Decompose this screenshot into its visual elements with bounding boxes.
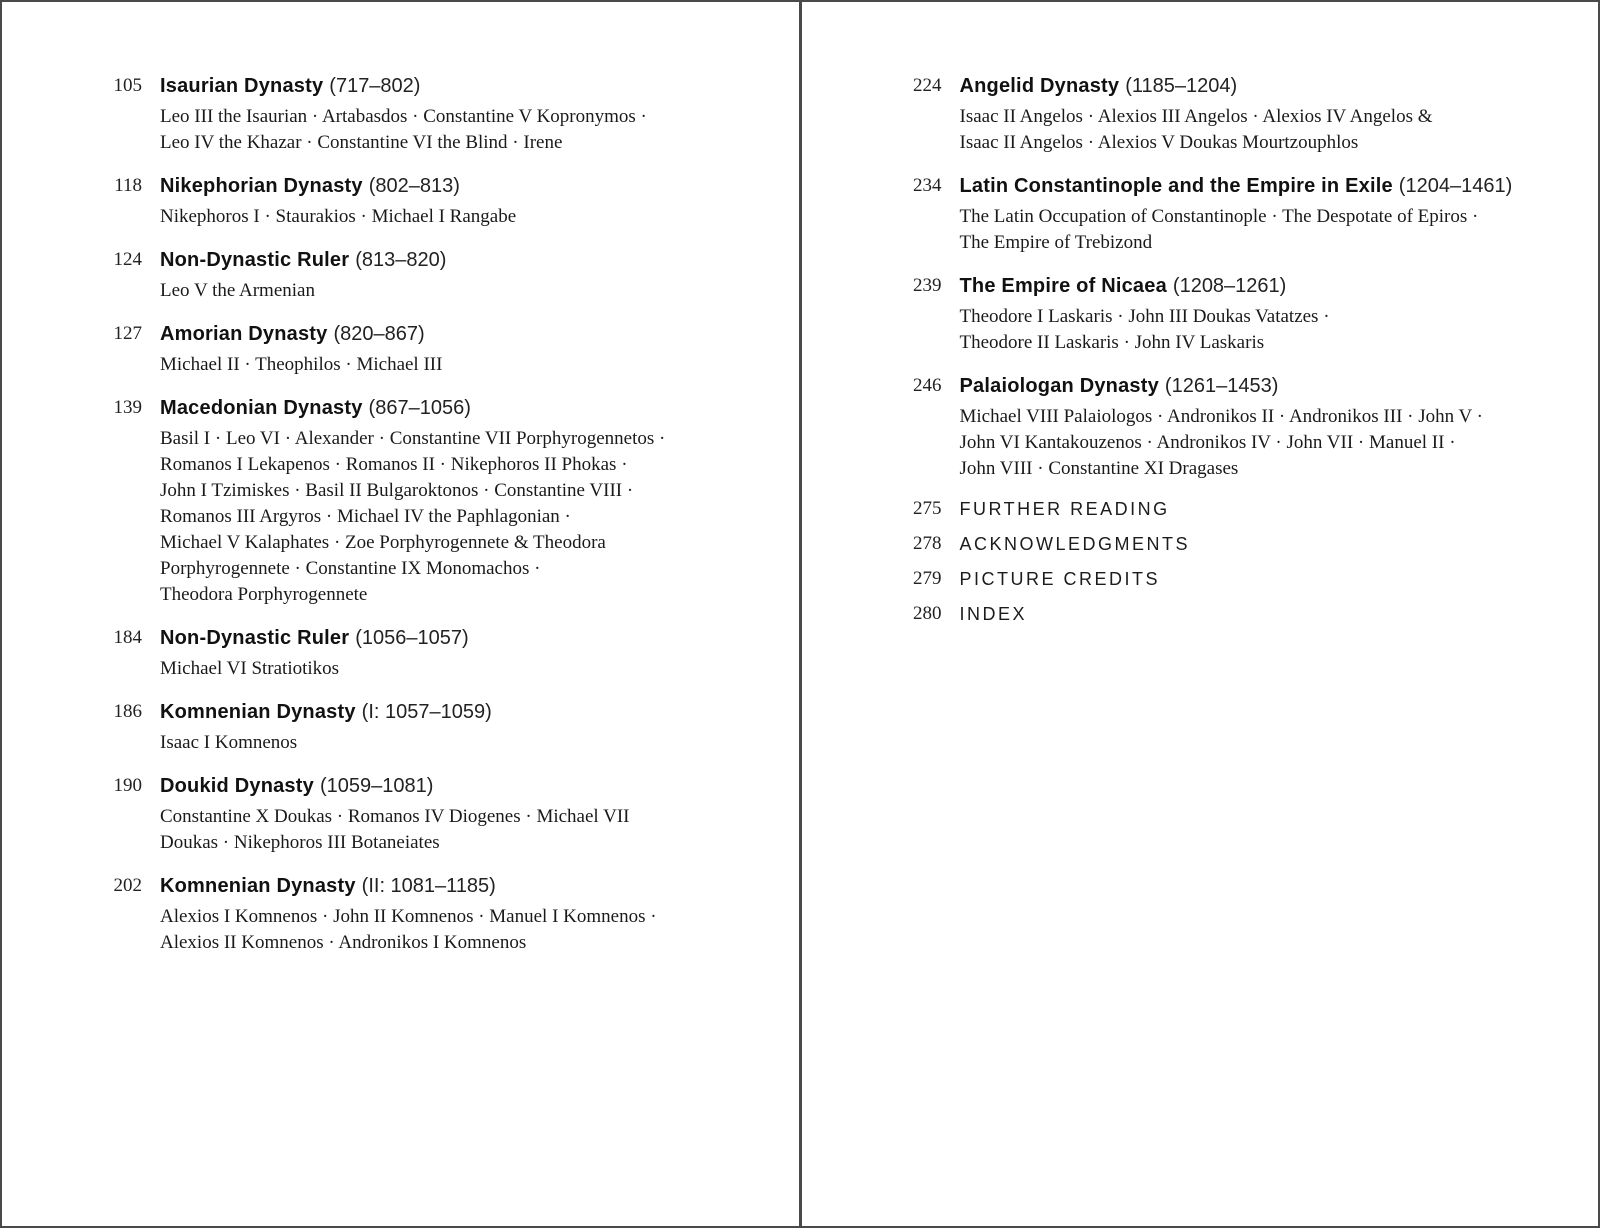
section-dates: (820–867) (333, 323, 425, 345)
section-page-number: 118 (114, 175, 142, 196)
section-rulers (160, 204, 516, 230)
section-title: Nikephorian Dynasty (160, 175, 363, 197)
ruler-line: Isaac II Angelos · Alexios V Doukas Mourtzouphlos (959, 132, 1359, 153)
section-dates: (1204–1461) (1398, 175, 1513, 197)
section-heading (160, 71, 647, 101)
back-matter-entry (898, 567, 1599, 591)
section-page-number: 239 (913, 275, 942, 296)
section-heading (160, 697, 492, 727)
section-heading (960, 71, 1433, 101)
section-page-number: 139 (113, 397, 142, 418)
ruler-line: John VI Kantakouzenos · Andronikos IV · John VII · Manuel II · (959, 432, 1456, 453)
section-body (960, 271, 1330, 356)
section-rulers (160, 278, 446, 304)
section-title: Non-Dynastic Ruler (160, 249, 350, 271)
section-heading (960, 271, 1330, 301)
ruler-line: John I Tzimiskes · Basil II Bulgaroktonos · Constantine VIII · (160, 480, 634, 501)
section-body (160, 393, 665, 608)
section-heading (160, 871, 657, 901)
section-page-number: 234 (913, 175, 942, 196)
back-matter-label: ACKNOWLEDGMENTS (959, 534, 1191, 554)
section-title: Palaiologan Dynasty (959, 375, 1159, 397)
ruler-line: Leo III the Isaurian · Artabasdos · Constantine V Kopronymos · (160, 106, 647, 127)
section-heading (960, 371, 1484, 401)
section-title: Non-Dynastic Ruler (160, 627, 350, 649)
back-matter-entry (898, 602, 1599, 626)
ruler-line: Alexios I Komnenos · John II Komnenos · Manuel I Komnenos · (160, 906, 657, 927)
toc-section (98, 393, 799, 608)
toc-section (98, 171, 799, 230)
toc-section (898, 371, 1599, 482)
ruler-line: Basil I · Leo VI · Alexander · Constantine VII Porphyrogennetos · (160, 428, 666, 449)
section-body (160, 871, 657, 956)
section-title: Latin Constantinople and the Empire in Exile (959, 175, 1393, 197)
section-rulers (160, 352, 442, 378)
section-dates: (1056–1057) (355, 627, 469, 649)
section-body (160, 171, 516, 230)
right-page (802, 2, 1599, 1226)
section-page-number: 190 (113, 775, 142, 796)
section-title: Amorian Dynasty (160, 323, 328, 345)
toc-section (98, 871, 799, 956)
ruler-line: Leo IV the Khazar · Constantine VI the Blind · Irene (160, 132, 563, 153)
ruler-line: Porphyrogennete · Constantine IX Monomachos · (160, 558, 541, 579)
toc-section (98, 771, 799, 856)
section-title: Macedonian Dynasty (160, 397, 363, 419)
section-rulers (960, 304, 1330, 356)
back-matter-page-number: 278 (913, 533, 942, 554)
ruler-line: Theodore II Laskaris · John IV Laskaris (959, 332, 1265, 353)
section-dates: (867–1056) (368, 397, 471, 419)
ruler-line: The Latin Occupation of Constantinople · The Despotate of Epiros · (959, 206, 1479, 227)
section-dates: (813–820) (355, 249, 447, 271)
toc-section (98, 697, 799, 756)
section-dates: (717–802) (329, 75, 421, 97)
toc-section (98, 319, 799, 378)
ruler-line: Michael VI Stratiotikos (160, 658, 340, 679)
section-page-number: 186 (113, 701, 142, 722)
section-rulers (160, 656, 469, 682)
section-body (160, 697, 492, 756)
section-page-number: 184 (113, 627, 142, 648)
section-page-number: 202 (113, 875, 142, 896)
back-matter-entry (898, 497, 1599, 521)
ruler-line: Michael V Kalaphates · Zoe Porphyrogennete & Theodora (160, 532, 606, 553)
section-page-number: 127 (113, 323, 142, 344)
toc-section (898, 271, 1599, 356)
back-matter-label: PICTURE CREDITS (959, 569, 1161, 589)
back-matter-list (898, 497, 1599, 626)
toc-section (98, 245, 799, 304)
ruler-line: Isaac I Komnenos (160, 732, 298, 753)
section-rulers (160, 804, 629, 856)
section-rulers (960, 404, 1484, 482)
section-page-number: 124 (113, 249, 142, 270)
toc-section (98, 71, 799, 156)
section-dates: (1261–1453) (1164, 375, 1279, 397)
section-rulers (160, 730, 492, 756)
ruler-line: Romanos I Lekapenos · Romanos II · Nikephoros II Phokas · (160, 454, 628, 475)
section-heading (160, 771, 629, 801)
section-rulers (160, 426, 665, 608)
section-rulers (160, 104, 647, 156)
section-page-number: 224 (913, 75, 942, 96)
toc-section (898, 171, 1599, 256)
back-matter-page-number: 279 (913, 568, 942, 589)
section-body (960, 371, 1484, 482)
section-body (160, 245, 446, 304)
toc-section (98, 623, 799, 682)
ruler-line: Theodora Porphyrogennete (160, 584, 368, 605)
section-dates: (I: 1057–1059) (361, 701, 492, 723)
section-title: Doukid Dynasty (160, 775, 314, 797)
section-body (160, 319, 442, 378)
ruler-line: Isaac II Angelos · Alexios III Angelos · Alexios IV Angelos & (959, 106, 1433, 127)
section-heading (160, 319, 442, 349)
section-title: Komnenian Dynasty (160, 701, 356, 723)
section-dates: (1185–1204) (1125, 75, 1238, 97)
section-title: Angelid Dynasty (959, 75, 1120, 97)
section-rulers (160, 904, 657, 956)
ruler-line: Leo V the Armenian (160, 280, 315, 301)
ruler-line: Doukas · Nikephoros III Botaneiates (160, 832, 440, 853)
section-body (160, 71, 647, 156)
ruler-line: Romanos III Argyros · Michael IV the Paphlagonian · (160, 506, 571, 527)
section-page-number: 246 (913, 375, 942, 396)
ruler-line: Alexios II Komnenos · Andronikos I Komnenos (160, 932, 527, 953)
back-matter-entry (898, 532, 1599, 556)
section-dates: (1059–1081) (319, 775, 434, 797)
back-matter-label: FURTHER READING (959, 499, 1170, 519)
section-heading (160, 623, 469, 653)
back-matter-page-number: 275 (913, 498, 942, 519)
section-body (960, 171, 1513, 256)
ruler-line: Michael II · Theophilos · Michael III (160, 354, 443, 375)
section-heading (160, 171, 516, 201)
back-matter-page-number: 280 (913, 603, 942, 624)
section-heading (960, 171, 1513, 201)
back-matter-label: INDEX (959, 604, 1028, 624)
ruler-line: Michael VIII Palaiologos · Andronikos II · Andronikos III · John V · (959, 406, 1483, 427)
section-body (160, 623, 469, 682)
section-heading (160, 245, 446, 275)
section-body (960, 71, 1433, 156)
left-page (2, 2, 799, 1226)
section-dates: (802–813) (368, 175, 460, 197)
section-dates: (1208–1261) (1172, 275, 1287, 297)
section-page-number: 105 (113, 75, 142, 96)
section-heading (160, 393, 665, 423)
section-dates: (II: 1081–1185) (361, 875, 496, 897)
section-title: Isaurian Dynasty (160, 75, 324, 97)
ruler-line: The Empire of Trebizond (959, 232, 1153, 253)
ruler-line: Theodore I Laskaris · John III Doukas Vatatzes · (959, 306, 1330, 327)
section-body (160, 771, 629, 856)
section-title: The Empire of Nicaea (959, 275, 1167, 297)
section-rulers (960, 204, 1513, 256)
section-title: Komnenian Dynasty (160, 875, 356, 897)
ruler-line: Constantine X Doukas · Romanos IV Diogenes · Michael VII (160, 806, 630, 827)
section-rulers (960, 104, 1433, 156)
ruler-line: Nikephoros I · Staurakios · Michael I Rangabe (160, 206, 517, 227)
toc-section (898, 71, 1599, 156)
ruler-line: John VIII · Constantine XI Dragases (959, 458, 1239, 479)
